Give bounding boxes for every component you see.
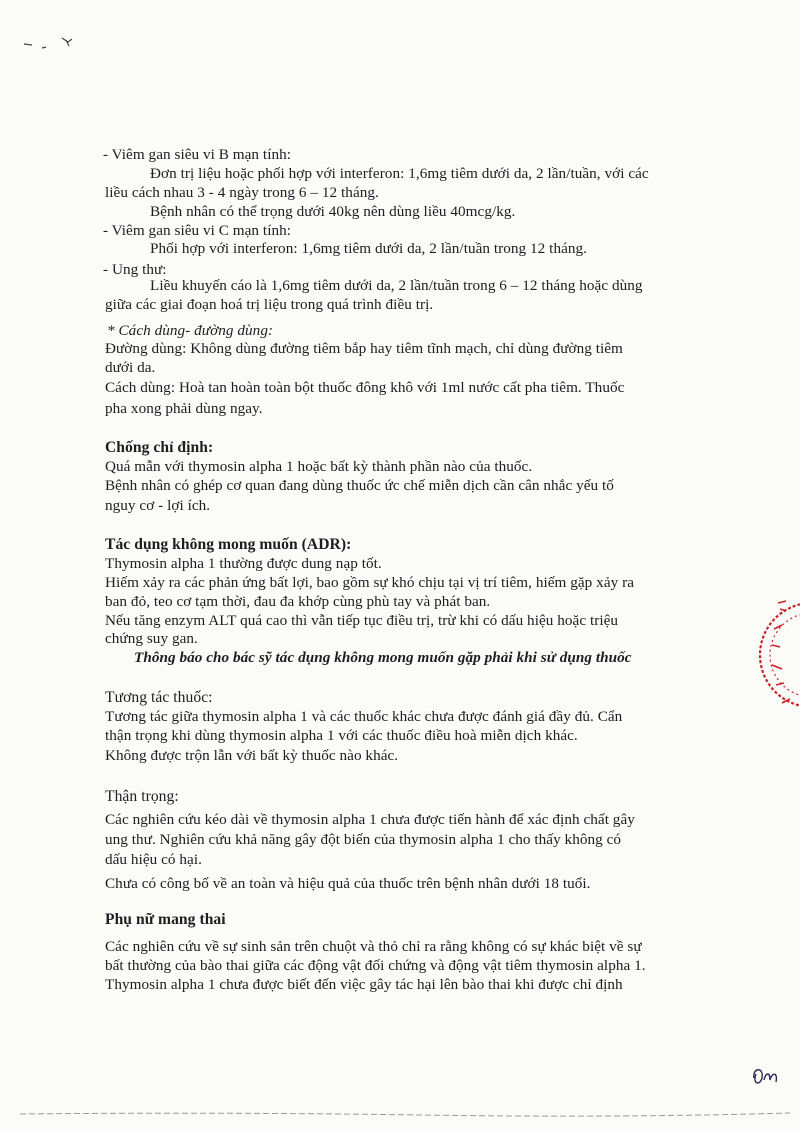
- body-line: chứng suy gan.: [105, 630, 198, 647]
- body-line: bất thường của bào thai giữa các động vật đối chứng và động vật tiêm thymosin alpha 1.: [105, 957, 646, 974]
- body-line: Thymosin alpha 1 thường được dung nạp tốt.: [105, 555, 382, 572]
- red-stamp-seal: [752, 585, 800, 725]
- line-hepatitis-c-heading: - Viêm gan siêu vi C mạn tính:: [103, 222, 292, 239]
- body-line: Cách dùng: Hoà tan hoàn toàn bột thuốc đông khô với 1ml nước cất pha tiêm. Thuốc: [105, 379, 625, 396]
- line-hepatitis-b-heading: - Viêm gan siêu vi B mạn tính:: [103, 146, 292, 163]
- body-line: Quá mẫn với thymosin alpha 1 hoặc bất kỳ thành phần nào của thuốc.: [105, 458, 533, 475]
- body-line: ung thư. Nghiên cứu khả năng gây đột biến của thymosin alpha 1 cho thấy không có: [105, 831, 622, 848]
- scan-speck-mark: [22, 30, 82, 54]
- body-line: Phối hợp với interferon: 1,6mg tiêm dưới da, 2 lần/tuần trong 12 tháng.: [150, 240, 588, 257]
- body-line: Tương tác giữa thymosin alpha 1 và các thuốc khác chưa được đánh giá đầy đủ. Cẩn: [105, 708, 623, 725]
- scan-bottom-edge: [20, 1108, 790, 1120]
- section-heading-adverse-reactions: Tác dụng không mong muốn (ADR):: [105, 536, 352, 553]
- section-heading-interactions: Tương tác thuốc:: [105, 689, 213, 706]
- body-line: thận trọng khi dùng thymosin alpha 1 với các thuốc điều hoà miễn dịch khác.: [105, 727, 578, 744]
- body-line: Thymosin alpha 1 chưa được biết đến việc gây tác hại lên bào thai khi được chỉ định: [105, 976, 623, 993]
- body-line: Đơn trị liệu hoặc phối hợp với interferon: 1,6mg tiêm dưới da, 2 lần/tuần, với các: [150, 165, 649, 182]
- body-line: liều cách nhau 3 - 4 ngày trong 6 – 12 tháng.: [105, 184, 379, 201]
- section-heading-pregnancy: Phụ nữ mang thai: [105, 911, 226, 928]
- body-line: Chưa có công bố về an toàn và hiệu quả của thuốc trên bệnh nhân dưới 18 tuổi.: [105, 875, 591, 892]
- body-line: Các nghiên cứu về sự sinh sản trên chuột và thỏ chỉ ra rằng không có sự khác biệt về sự: [105, 938, 642, 955]
- body-line: Không được trộn lẫn với bất kỳ thuốc nào khác.: [105, 747, 399, 764]
- body-line: Bệnh nhân có ghép cơ quan đang dùng thuốc ức chế miễn dịch cần cân nhắc yếu tố: [105, 477, 614, 494]
- body-line: Hiếm xảy ra các phản ứng bất lợi, bao gồm sự khó chịu tại vị trí tiêm, hiếm gặp xảy ra: [105, 574, 634, 591]
- body-line: dấu hiệu có hại.: [105, 851, 202, 868]
- body-line: Liều khuyến cáo là 1,6mg tiêm dưới da, 2 lần/tuần trong 6 – 12 tháng hoặc dùng: [150, 277, 643, 294]
- section-heading-precautions: Thận trọng:: [105, 788, 179, 805]
- line-cancer-heading: - Ung thư:: [103, 261, 167, 278]
- body-line: Các nghiên cứu kéo dài về thymosin alpha 1 chưa được tiến hành để xác định chất gây: [105, 811, 635, 828]
- section-heading-contraindications: Chống chỉ định:: [105, 439, 214, 456]
- body-line: Nếu tăng enzym ALT quá cao thì vẫn tiếp tục điều trị, trừ khi có dấu hiệu hoặc triệu: [105, 612, 619, 629]
- body-line: dưới da.: [105, 359, 156, 376]
- usage-subheading: * Cách dùng- đường dùng:: [107, 322, 274, 339]
- body-line: nguy cơ - lợi ích.: [105, 497, 211, 514]
- body-line: ban đỏ, teo cơ tạm thời, đau đa khớp cùng phù tay và phát ban.: [105, 593, 491, 610]
- body-line: Bệnh nhân có thể trọng dưới 40kg nên dùng liều 40mcg/kg.: [150, 203, 516, 220]
- handwritten-initials: [748, 1060, 788, 1090]
- adr-notice: Thông báo cho bác sỹ tác dụng không mong muốn gặp phải khi sử dụng thuốc: [134, 649, 632, 666]
- body-line: Đường dùng: Không dùng đường tiêm bắp hay tiêm tĩnh mạch, chỉ dùng đường tiêm: [105, 340, 623, 357]
- body-line: giữa các giai đoạn hoá trị liệu trong quá trình điều trị.: [105, 296, 434, 313]
- body-line: pha xong phải dùng ngay.: [105, 400, 263, 417]
